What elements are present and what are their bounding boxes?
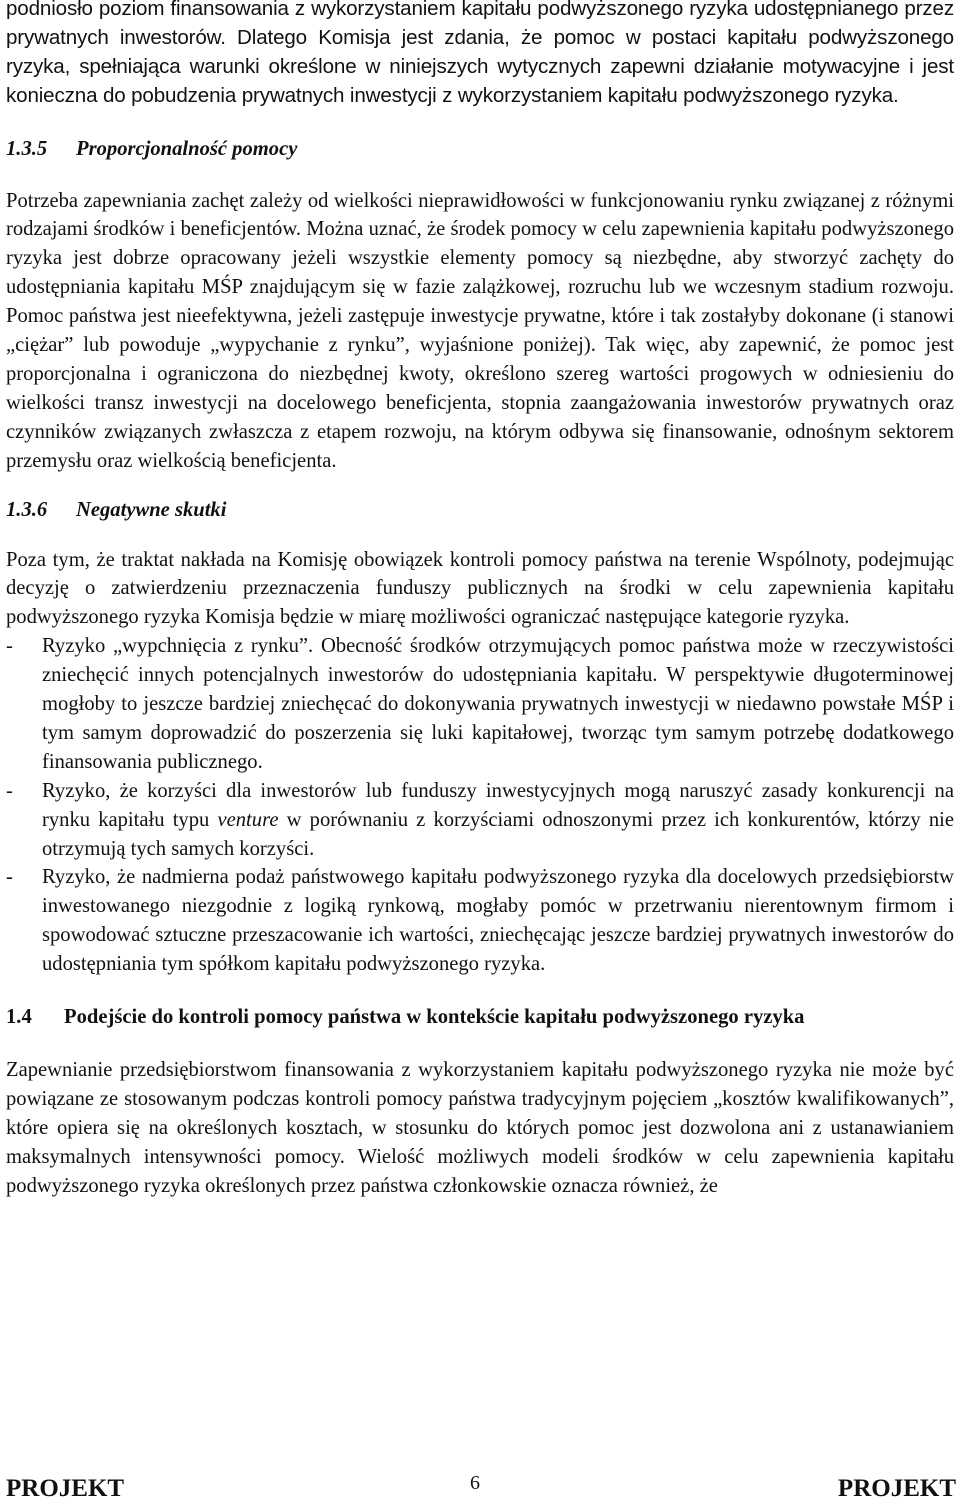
list-item-text: Ryzyko „wypchnięcia z rynku”. Obecność środków otrzymujących pomoc państwa może w rzeczywistości zniechęcić innych potencjalnych inwestorów do udostępniania kapitału. W perspektywie długoterminowej mogłoby to jeszcze bardziej zniechęcać do dokonywania prywatnych inwestycji w niedawno powstałe MŚP i tym samym doprowadzić do poszerzenia się luki kapitałowej, tworząc tym samym potrzebę dodatkowego finansowania publicznego. <box>42 635 954 773</box>
document-page <box>6 0 954 1201</box>
list-item-text <box>42 777 954 864</box>
section-title: Proporcjonalność pomocy <box>76 137 298 160</box>
bullet-marker: - <box>6 779 13 802</box>
list-item <box>6 777 954 864</box>
bullet-marker: - <box>6 866 13 889</box>
section-1-4-paragraph: Zapewnianie przedsiębiorstwom finansowania z wykorzystaniem kapitału podwyższonego ryzyka nie może być powiązane ze stosowanym podczas kontroli pomocy państwa tradycyjnym pojęciem „kosztów kwalifikowanych”, które opiera się na określonych kosztach, w stosunku do których pomoc jest dozwolona ani z ustanawianiem maksymalnych intensywności pomocy. Wielość możliwych modeli środków w celu zapewnienia kapitału podwyższonego ryzyka określonych przez państwa członkowskie oznacza również, że <box>6 1059 954 1197</box>
section-number: 1.3.6 <box>6 498 48 521</box>
list-item <box>6 863 954 979</box>
section-title: Negatywne skutki <box>76 498 227 521</box>
page-footer <box>0 1472 960 1505</box>
intro-paragraph: podniosło poziom finansowania z wykorzystaniem kapitału podwyższonego ryzyka udostępnianego przez prywatnych inwestorów. Dlatego Komisja jest zdania, że pomoc w postaci kapitału podwyższonego ryzyka, spełniająca warunki określone w niniejszych wytycznych zapewni działanie motywacyjne i jest konieczna do pobudzenia prywatnych inwestycji z wykorzystaniem kapitału podwyższonego ryzyka. <box>6 0 954 107</box>
list-item <box>6 632 954 777</box>
list-item-text: Ryzyko, że nadmierna podaż państwowego kapitału podwyższonego ryzyka dla docelowych przedsiębiorstw inwestowanego niezgodnie z logiką rynkową, mogłaby pomóc w przetrwaniu nierentownym firmom i spowodować sztuczne przeszacowanie ich wartości, zniechęcając jeszcze bardziej prywatnych inwestorów do udostępniania tym spółkom kapitału podwyższonego ryzyka. <box>42 866 954 976</box>
section-heading-1-3-5 <box>6 135 954 164</box>
section-1-3-6-paragraph: Poza tym, że traktat nakłada na Komisję obowiązek kontroli pomocy państwa na terenie Wspólnoty, podejmując decyzję o zatwierdzeniu przeznaczenia funduszy publicznych na środki w celu zapewnienia kapitału podwyższonego ryzyka Komisja będzie w miarę możliwości ograniczać następujące kategorie ryzyka. <box>6 548 954 629</box>
italic-term: venture <box>217 808 279 831</box>
section-1-3-5-paragraph: Potrzeba zapewniania zachęt zależy od wielkości nieprawidłowości w funkcjonowaniu rynku związanej z różnymi rodzajami środków i beneficjentów. Można uznać, że środek pomocy w celu zapewnienia kapitału podwyższonego ryzyka jest dobrze opracowany jeżeli wszystkie elementy pomocy są niezbędne, aby stworzyć zachęty do udostępniania kapitału MŚP znajdującym się w fazie zalążkowej, rozruchu lub we wczesnym stadium rozwoju. Pomoc państwa jest nieefektywna, jeżeli zastępuje inwestycje prywatne, które i tak zostałyby dokonane (i stanowi „ciężar” lub powoduje „wypychanie z rynku”, wyjaśnione poniżej). Tak więc, aby zapewnić, że pomoc jest proporcjonalna i ograniczona do niezbędnej kwoty, określono szereg wartości progowych w odniesieniu do wielkości transz inwestycji na docelowego beneficjenta, stopnia zaangażowania inwestorów prywatnych oraz czynników związanych zwłaszcza z etapem rozwoju, na którym odbywa się finansowanie, odnośnym sektorem przemysłu oraz wielkością beneficjenta. <box>6 189 954 472</box>
footer-label-right: PROJEKT <box>837 1475 956 1502</box>
footer-label-left: PROJEKT <box>6 1475 125 1502</box>
section-number: 1.3.5 <box>6 137 48 160</box>
list-item-text-part: Ryzyko, że korzyści dla inwestorów lub funduszy inwestycyjnych mogą naruszyć zasady konkurencji na rynku kapitału typu <box>42 779 954 831</box>
section-heading-1-3-6 <box>6 496 954 525</box>
page-number: 6 <box>470 1472 480 1494</box>
list-item-text-part: w porównaniu z korzyściami odnoszonymi przez ich konkurentów, którzy nie otrzymują tych samych korzyści. <box>42 808 954 860</box>
section-number: 1.4 <box>6 1006 32 1029</box>
risk-list <box>6 632 954 979</box>
section-heading-1-4 <box>6 1003 954 1032</box>
section-title: Podejście do kontroli pomocy państwa w kontekście kapitału podwyższonego ryzyka <box>64 1006 805 1029</box>
bullet-marker: - <box>6 635 13 658</box>
